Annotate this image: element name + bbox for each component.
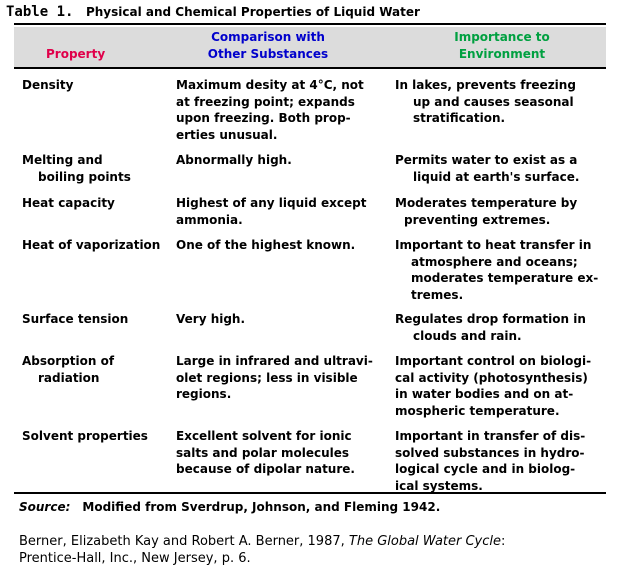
comparison-line: regions.	[176, 387, 232, 401]
importance-line: atmosphere and oceans;	[411, 254, 578, 269]
cell-importance	[395, 152, 579, 185]
cell-comparison	[176, 152, 292, 169]
header-comparison-line: Other Substances	[207, 47, 329, 61]
property-line: radiation	[38, 370, 100, 385]
citation-colon: :	[501, 534, 506, 549]
importance-line: preventing extremes.	[404, 212, 551, 227]
source-label: Source:	[19, 500, 71, 514]
importance-line: In lakes, prevents freezing	[395, 78, 576, 92]
cell-importance	[395, 237, 598, 303]
importance-line: in water bodies and on at-	[395, 387, 574, 401]
property-line: Solvent properties	[22, 429, 148, 443]
comparison-line: Excellent solvent for ionic	[176, 429, 352, 443]
importance-line: mospheric temperature.	[395, 403, 560, 418]
property-line: Melting and	[22, 153, 103, 167]
importance-line: cal activity (photosynthesis)	[395, 370, 588, 385]
header-rule	[14, 67, 606, 69]
cell-importance	[395, 353, 591, 419]
importance-line: clouds and rain.	[413, 328, 522, 343]
cell-property	[22, 311, 128, 328]
header-comparison	[198, 29, 338, 63]
importance-line: liquid at earth's surface.	[413, 169, 580, 184]
table-caption: Physical and Chemical Properties of Liquid Water	[85, 5, 420, 19]
source-text: Modified from Sverdrup, Johnson, and Fleming 1942.	[82, 500, 441, 514]
importance-line: Regulates drop formation in	[395, 312, 586, 326]
importance-line: solved substances in hydro-	[395, 445, 585, 460]
cell-importance	[395, 77, 576, 127]
comparison-line: One of the highest known.	[176, 238, 356, 252]
header-importance	[422, 29, 582, 63]
cell-comparison	[176, 428, 355, 478]
citation-line-2: Prentice-Hall, Inc., New Jersey, p. 6.	[19, 551, 251, 566]
importance-line: Important in transfer of dis-	[395, 429, 586, 443]
citation-book-title: The Global Water Cycle	[348, 534, 502, 549]
importance-line: logical cycle and in biolog-	[395, 462, 576, 476]
citation-authors: Berner, Elizabeth Kay and Robert A. Berner, 1987,	[19, 534, 349, 549]
comparison-line: because of dipolar nature.	[176, 462, 355, 476]
importance-line: Important control on biologi-	[395, 354, 592, 368]
cell-importance	[395, 195, 577, 228]
cell-importance	[395, 428, 585, 494]
table-number: Table 1.	[6, 4, 74, 20]
cell-importance	[395, 311, 586, 344]
cell-property	[22, 353, 114, 386]
cell-comparison	[176, 195, 366, 228]
comparison-line: ammonia.	[176, 212, 243, 227]
property-line: boiling points	[38, 169, 131, 184]
header-importance-line: Environment	[458, 47, 546, 61]
cell-property	[22, 77, 73, 94]
citation	[19, 533, 505, 567]
property-line: Absorption of	[22, 354, 115, 368]
comparison-line: at freezing point; expands	[176, 94, 355, 109]
bottom-rule	[14, 492, 606, 494]
cell-property	[22, 237, 160, 254]
importance-line: moderates temperature ex-	[411, 271, 599, 285]
importance-line: Moderates temperature by	[395, 196, 578, 210]
comparison-line: Abnormally high.	[176, 153, 292, 167]
comparison-line: erties unusual.	[176, 127, 278, 142]
comparison-line: upon freezing. Both prop-	[176, 111, 351, 125]
source-note	[19, 500, 440, 514]
importance-line: tremes.	[411, 287, 464, 302]
property-line: Heat capacity	[22, 196, 115, 210]
citation-line-1	[19, 533, 505, 550]
table-title	[6, 4, 420, 20]
importance-line: stratification.	[413, 111, 506, 125]
importance-line: Important to heat transfer in	[395, 238, 592, 252]
comparison-line: Maximum desity at 4°C, not	[176, 78, 364, 92]
comparison-line: olet regions; less in visible	[176, 370, 358, 385]
header-comparison-line: Comparison with	[211, 30, 325, 44]
importance-line: Permits water to exist as a	[395, 153, 578, 167]
top-rule	[14, 23, 606, 25]
cell-comparison	[176, 353, 373, 403]
comparison-line: Very high.	[176, 312, 246, 326]
cell-comparison	[176, 77, 364, 143]
cell-comparison	[176, 237, 355, 254]
cell-property	[22, 428, 148, 445]
comparison-line: Large in infrared and ultravi-	[176, 354, 373, 368]
property-line: Density	[22, 78, 74, 92]
property-line: Heat of vaporization	[22, 238, 161, 252]
header-importance-line: Importance to	[454, 30, 550, 44]
comparison-line: salts and polar molecules	[176, 445, 350, 460]
cell-comparison	[176, 311, 245, 328]
cell-property	[22, 195, 115, 212]
importance-line: up and causes seasonal	[413, 94, 574, 109]
header-property: Property	[46, 47, 106, 61]
comparison-line: Highest of any liquid except	[176, 196, 367, 210]
importance-line: ical systems.	[395, 478, 483, 493]
cell-property	[22, 152, 131, 185]
property-line: Surface tension	[22, 312, 129, 326]
